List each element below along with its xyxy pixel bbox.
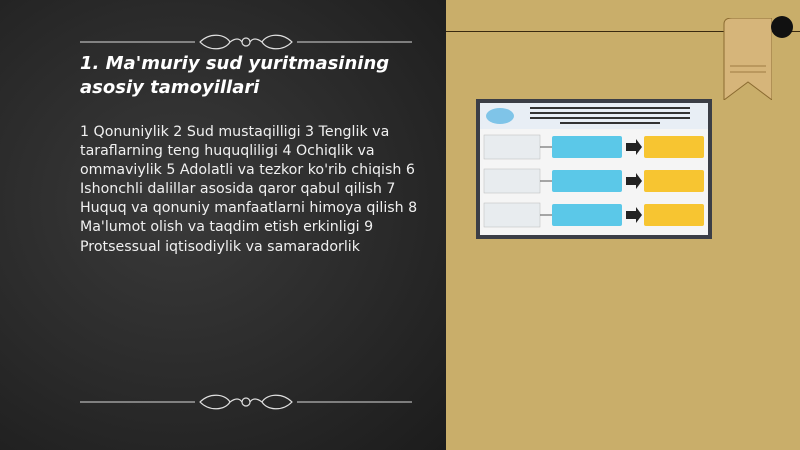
top-ornament-icon: [80, 32, 412, 52]
bookmark-ribbon-icon: [720, 18, 772, 100]
slide-title: 1. Ma'muriy sud yuritmasining asosiy tamoyillari: [80, 53, 390, 98]
corner-dot: [771, 16, 793, 38]
bottom-ornament-icon: [80, 392, 412, 412]
embedded-image: [476, 99, 712, 239]
slide-body: 1 Qonuniylik 2 Sud mustaqilligi 3 Tenglik va taraflarning teng huquqliligi 4 Ochiqlik va ommaviylik 5 Adolatli va tezkor ko'rib chiqish 6 Ishonchli dalillar asosida qaror qabul qilish 7 Huquq va qonuniy manfaatlarni himoya qilish 8 Ma'lumot olish va taqdim etish erkinligi 9 Protsessual iqtisodiylik va samaradorlik: [80, 124, 418, 255]
flowchart-image: [480, 103, 708, 235]
